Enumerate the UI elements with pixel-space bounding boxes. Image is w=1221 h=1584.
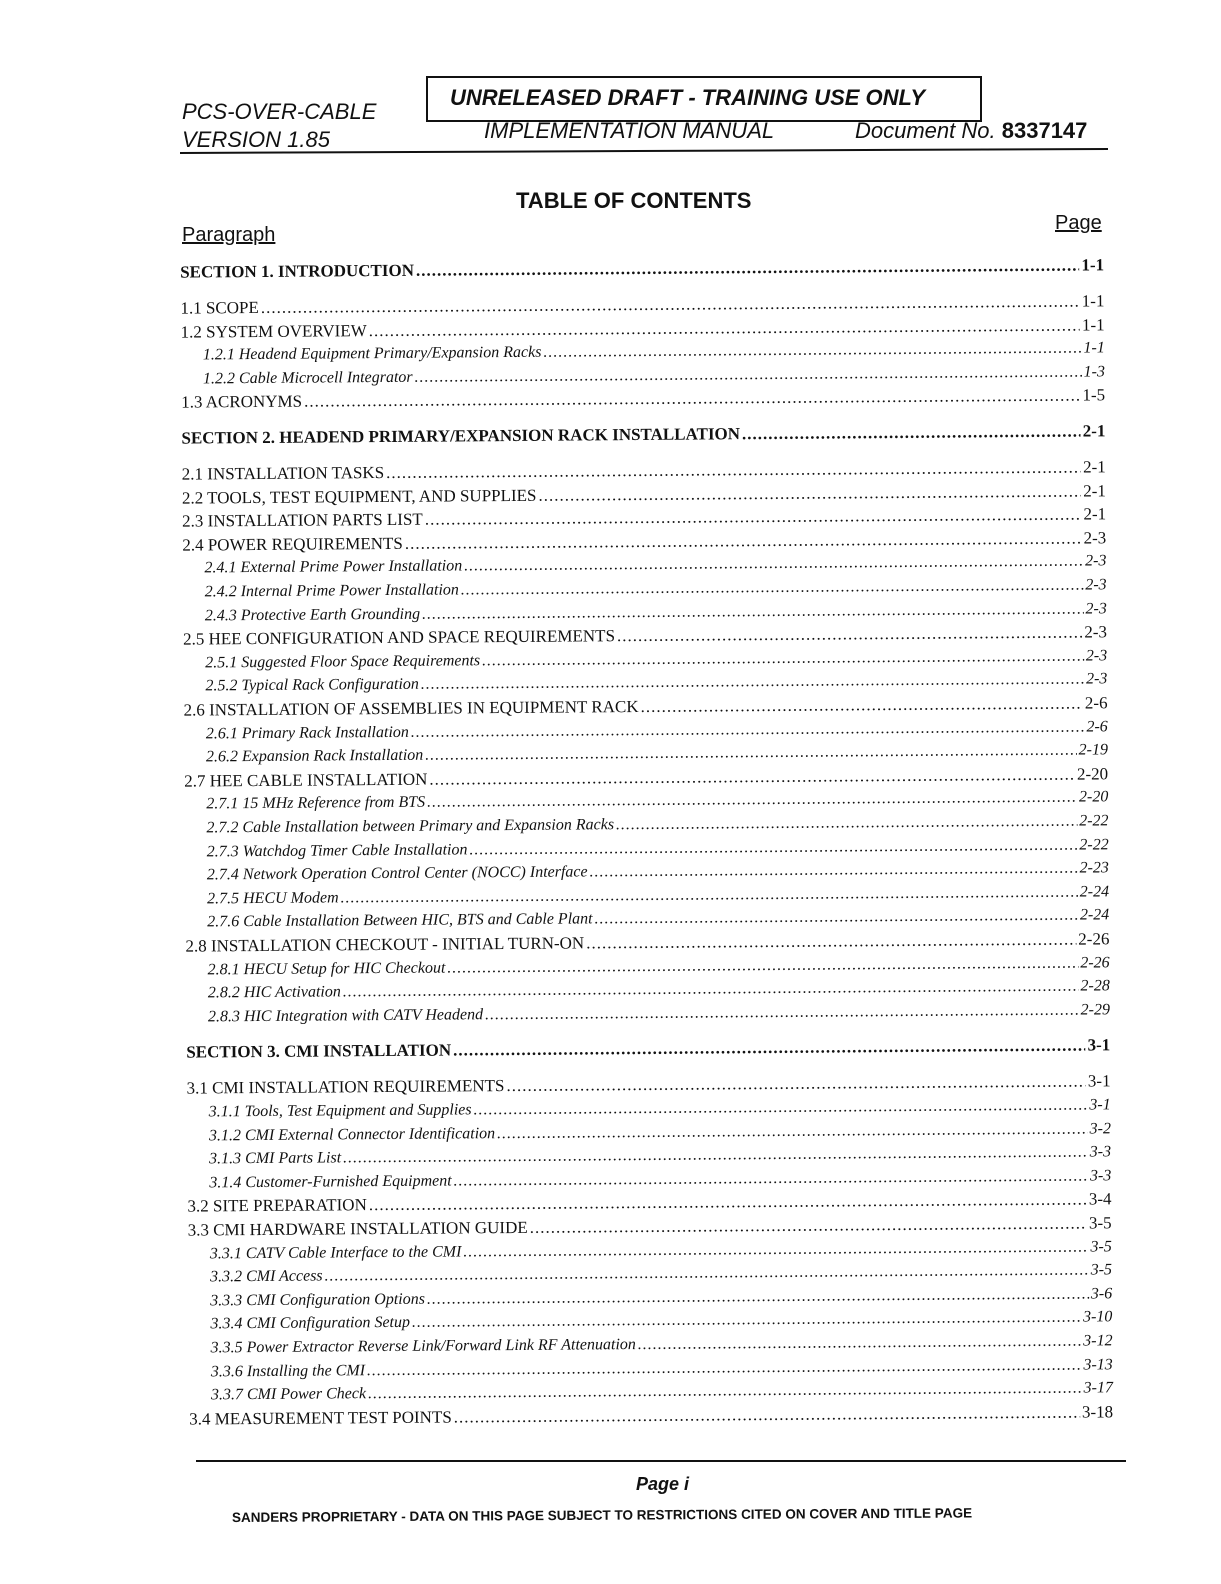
toc-entry-page: 2-28 (1080, 977, 1110, 995)
toc-entry-label: 2.2 TOOLS, TEST EQUIPMENT, AND SUPPLIES (181, 485, 537, 508)
toc-entry-label: 2.3 INSTALLATION PARTS LIST (182, 509, 423, 531)
toc-entry-page: 1-3 (1083, 363, 1106, 381)
toc-leader-dots (411, 716, 1085, 743)
toc-leader-dots (386, 457, 1081, 484)
toc-leader-dots (453, 1035, 1086, 1062)
toc-entry-label: 3.3.2 CMI Access (209, 1267, 323, 1286)
toc-entry-page: 3-5 (1088, 1213, 1112, 1233)
toc-entry-page: 2-1 (1082, 421, 1106, 441)
toc-entry-label: 1.2 SYSTEM OVERVIEW (180, 320, 367, 342)
toc-entry (180, 254, 1104, 283)
manual-title: IMPLEMENTATION MANUAL (484, 118, 775, 143)
toc-entry-label: 2.7 HEE CABLE INSTALLATION (184, 769, 428, 791)
toc-entry-label: 3.3.3 CMI Configuration Options (210, 1290, 425, 1310)
proprietary-notice: SANDERS PROPRIETARY - DATA ON THIS PAGE SUBJECT TO RESTRICTIONS CITED ON COVER AND TITLE PAGE (231, 1505, 973, 1525)
toc-entry-page: 2-24 (1079, 906, 1110, 924)
toc-entry-label: 2.5.1 Suggested Floor Space Requirements (205, 652, 481, 672)
toc-entry-page: 2-3 (1085, 599, 1107, 618)
toc-entry-page: 2-6 (1086, 717, 1108, 736)
toc-entry-page: 2-1 (1082, 457, 1106, 477)
toc-entry-page: 3-13 (1083, 1355, 1113, 1374)
toc-leader-dots (464, 551, 1083, 578)
toc-leader-dots (425, 504, 1082, 531)
toc-entry-label: 3.2 SITE PREPARATION (187, 1195, 367, 1216)
footer-rule (196, 1460, 1126, 1462)
toc-entry-page: 3-12 (1083, 1332, 1113, 1350)
toc-entry-page: 1-1 (1081, 291, 1105, 311)
document-number-label: Document No. (855, 118, 996, 143)
toc-entry-label: 2.4.3 Protective Earth Grounding (204, 605, 421, 625)
toc-entry-page: 2-3 (1085, 670, 1108, 688)
toc-entry-label: 2.5 HEE CONFIGURATION AND SPACE REQUIREMENTS (182, 626, 616, 649)
toc-leader-dots (416, 255, 1080, 282)
toc-entry-label: 2.1 INSTALLATION TASKS (181, 463, 385, 484)
toc-entry-page: 3-3 (1089, 1167, 1112, 1185)
toc-entry-label: 2.6.1 Primary Rack Installation (205, 723, 409, 743)
toc-entry-page: 3-10 (1082, 1308, 1113, 1326)
document-number: 8337147 (1001, 118, 1088, 143)
toc-entry (186, 1035, 1110, 1064)
toc-entry-page: 1-1 (1081, 314, 1105, 335)
toc-entry-label: 3.3.6 Installing the CMI (210, 1361, 366, 1380)
toc-entry-page: 2-1 (1083, 480, 1106, 501)
toc-leader-dots (742, 421, 1081, 446)
toc-entry-label: 3.1.2 CMI External Connector Identification (208, 1124, 496, 1144)
toc-entry-page: 2-19 (1078, 741, 1109, 759)
toc-leader-dots (304, 385, 1081, 413)
toc-entry-label: 1.3 ACRONYMS (181, 392, 303, 412)
toc-leader-dots (429, 763, 1075, 790)
toc-entry-label: 1.2.2 Cable Microcell Integrator (202, 368, 413, 388)
page-number: Page i (636, 1474, 690, 1494)
toc-entry-label: 2.6 INSTALLATION OF ASSEMBLIES IN EQUIPMENT RACK (183, 697, 639, 720)
toc-entry-label: 1.2.1 Headend Equipment Primary/Expansion Racks (202, 343, 542, 364)
toc-leader-dots (447, 952, 1078, 979)
toc-leader-dots (617, 622, 1083, 648)
toc-entry-label: 2.6.2 Expansion Rack Installation (205, 746, 424, 766)
toc-leader-dots (543, 338, 1081, 364)
toc-entry-page: 3-5 (1090, 1261, 1113, 1279)
toc-entry-label: 3.3.4 CMI Configuration Setup (210, 1314, 411, 1333)
toc-entry-label: 2.7.2 Cable Installation between Primary and Expansion Racks (206, 816, 615, 837)
toc-entry-page: 1-5 (1082, 385, 1106, 405)
toc-entry-label: 3.1.4 Customer-Furnished Equipment (209, 1172, 452, 1192)
toc-entry-page: 2-3 (1083, 528, 1107, 548)
toc-entry-page: 1-1 (1083, 339, 1105, 357)
toc-entry-page: 2-20 (1078, 788, 1109, 806)
toc-entry-page: 3-3 (1089, 1143, 1112, 1161)
toc-entry-label: 2.7.3 Watchdog Timer Cable Installation (206, 840, 468, 860)
toc-leader-dots (469, 834, 1077, 861)
toc-entry-label: 2.7.5 HECU Modem (207, 889, 339, 908)
toc-entry-page: 3-1 (1089, 1096, 1111, 1114)
toc-leader-dots (427, 787, 1077, 814)
toc-entry-label: 3.3 CMI HARDWARE INSTALLATION GUIDE (187, 1217, 528, 1240)
toc-leader-dots (474, 1094, 1088, 1121)
toc-leader-dots (412, 1307, 1081, 1334)
toc-entry-label: 3.3.7 CMI Power Check (210, 1385, 367, 1404)
toc-entry-label: 2.7.6 Cable Installation Between HIC, BTS and Cable Plant (207, 910, 593, 931)
toc-entry-page: 2-3 (1085, 647, 1108, 665)
toc-leader-dots (594, 905, 1078, 931)
toc-entry-page: 2-24 (1079, 883, 1110, 901)
toc-entry-page: 2-6 (1084, 693, 1108, 713)
toc-entry-label: 2.8.3 HIC Integration with CATV Headend (207, 1006, 484, 1026)
toc-entry-page: 2-3 (1084, 622, 1108, 642)
toc-entry-page: 3-2 (1089, 1119, 1111, 1138)
toc-entry-label: 2.4.2 Internal Prime Power Installation (204, 581, 459, 601)
toc-entry-page: 3-17 (1083, 1379, 1114, 1397)
toc-leader-dots (463, 1236, 1088, 1263)
toc-column-paragraph: Paragraph (182, 224, 276, 246)
toc-leader-dots (616, 811, 1077, 837)
toc-entry-label: 2.4 POWER REQUIREMENTS (182, 533, 403, 555)
product-name: PCS-OVER-CABLE (182, 99, 377, 124)
toc-leader-dots (638, 1331, 1082, 1356)
toc-entry-page: 2-29 (1080, 1001, 1111, 1019)
product-version: VERSION 1.85 (182, 127, 330, 152)
toc-entry-label: 2.8.1 HECU Setup for HIC Checkout (207, 959, 446, 978)
toc-column-page: Page (1055, 212, 1102, 234)
draft-stamp-text: UNRELEASED DRAFT - TRAINING USE ONLY (450, 85, 926, 110)
toc-entry-page: 2-1 (1083, 504, 1107, 524)
toc-entry-page: 3-6 (1090, 1285, 1113, 1303)
toc-leader-dots (454, 1165, 1088, 1192)
toc-leader-dots (640, 693, 1083, 718)
toc-entry-page: 2-3 (1085, 552, 1107, 570)
toc-leader-dots (530, 1213, 1087, 1239)
toc-entry-label: SECTION 2. HEADEND PRIMARY/EXPANSION RACK INSTALLATION (181, 424, 741, 448)
toc-entry-label: 1.1 SCOPE (180, 297, 259, 318)
toc-entry-page: 3-5 (1090, 1237, 1112, 1256)
toc-entry-page: 2-26 (1078, 929, 1110, 949)
toc-entry-label: SECTION 1. INTRODUCTION (180, 260, 415, 282)
toc-entry-label: 3.1.1 Tools, Test Equipment and Supplies (208, 1101, 472, 1121)
toc-title: TABLE OF CONTENTS (516, 188, 752, 213)
toc-leader-dots (590, 858, 1078, 884)
toc-leader-dots (425, 740, 1077, 767)
toc-entry-label: 2.7.4 Network Operation Control Center (NOCC) Interface (206, 863, 588, 884)
toc-entry-page: 3-18 (1081, 1402, 1114, 1422)
toc-entry-page: 2-3 (1085, 576, 1107, 594)
toc-entry-page: 2-22 (1079, 812, 1109, 830)
toc-leader-dots (405, 527, 1082, 554)
toc-leader-dots (421, 669, 1084, 696)
toc-leader-dots (414, 361, 1081, 388)
toc-entry-label: 3.4 MEASUREMENT TEST POINTS (189, 1407, 452, 1429)
toc-entry-label: 2.7.1 15 MHz Reference from BTS (206, 794, 426, 813)
toc-entry-label: 2.5.2 Typical Rack Configuration (205, 676, 419, 695)
toc-entry-page: 3-1 (1087, 1035, 1111, 1055)
toc-entry (181, 420, 1105, 449)
toc-entry-label: SECTION 3. CMI INSTALLATION (186, 1040, 452, 1062)
toc-leader-dots (422, 598, 1084, 625)
toc-leader-dots (427, 1283, 1089, 1310)
toc-entry-label: 3.1.3 CMI Parts List (209, 1149, 342, 1168)
toc-leader-dots (586, 929, 1076, 955)
toc-leader-dots (454, 1401, 1080, 1428)
toc-entry-page: 1-1 (1081, 255, 1105, 275)
toc-entry-page: 2-23 (1079, 859, 1109, 877)
toc-entry-page: 3-1 (1087, 1071, 1111, 1091)
toc-entry-label: 2.8.2 HIC Activation (207, 983, 341, 1002)
toc-entry-label: 3.3.1 CATV Cable Interface to the CMI (209, 1243, 462, 1262)
toc-leader-dots (506, 1071, 1086, 1098)
toc-entry-label: 2.4.1 External Prime Power Installation (204, 557, 463, 577)
toc-leader-dots (482, 645, 1084, 672)
toc-leader-dots (485, 999, 1079, 1026)
toc-entry-label: 3.1 CMI INSTALLATION REQUIREMENTS (186, 1076, 505, 1098)
toc-entry-page: 2-22 (1079, 835, 1109, 854)
toc-leader-dots (461, 575, 1084, 602)
toc-entry-page: 3-4 (1088, 1189, 1112, 1209)
toc-entry-label: 3.3.5 Power Extractor Reverse Link/Forward Link RF Attenuation (210, 1336, 636, 1357)
toc-entry-page: 2-26 (1080, 953, 1110, 972)
toc-entry-page: 2-20 (1076, 764, 1109, 784)
toc-leader-dots (538, 480, 1081, 506)
toc-leader-dots (497, 1118, 1088, 1145)
toc-entry-label: 2.8 INSTALLATION CHECKOUT - INITIAL TURN-ON (185, 933, 585, 956)
